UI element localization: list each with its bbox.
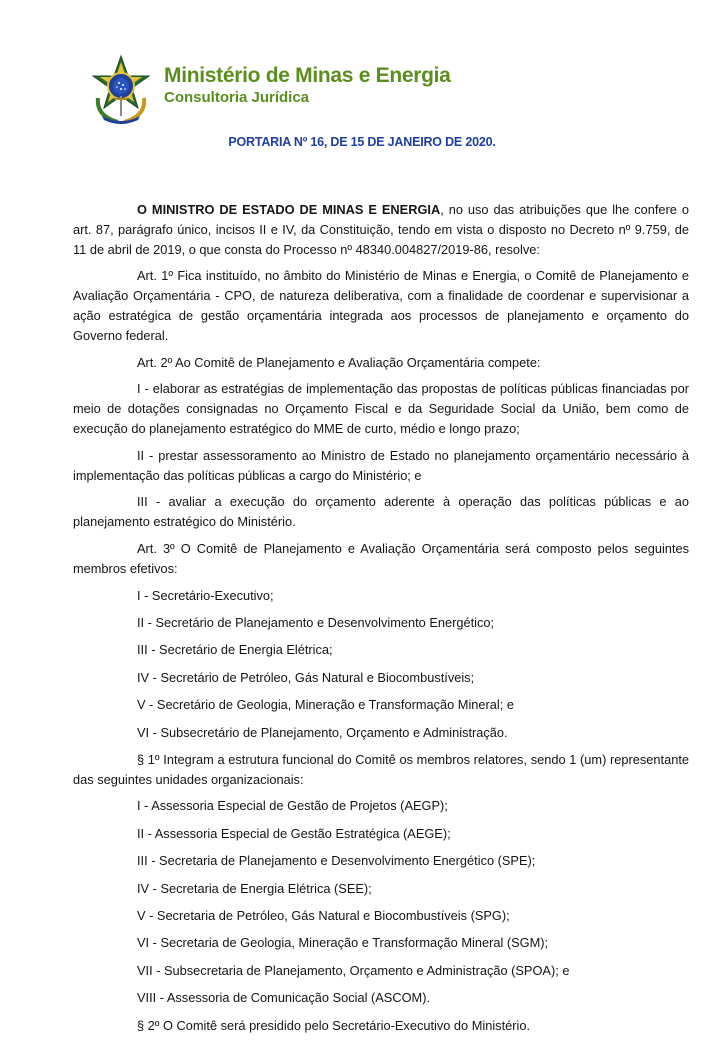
unit-item: III - Secretaria de Planejamento e Desenvolvimento Energético (SPE); bbox=[137, 853, 536, 869]
letterhead bbox=[88, 54, 688, 134]
unit-item: IV - Secretaria de Energia Elétrica (SEE); bbox=[137, 880, 372, 896]
unit-item: V - Secretaria de Petróleo, Gás Natural e Biocombustíveis (SPG); bbox=[137, 908, 510, 924]
member-item: II - Secretário de Planejamento e Desenvolvimento Energético; bbox=[137, 614, 495, 630]
article-3-caput: Art. 3º O Comitê de Planejamento e Avaliação Orçamentária será composto pelos seguintes membros efetivos: bbox=[73, 540, 689, 576]
unit-item: VIII - Assessoria de Comunicação Social (ASCOM). bbox=[137, 990, 431, 1006]
ministry-department: Consultoria Jurídica bbox=[164, 89, 310, 106]
article-2-item-ii: II - prestar assessoramento ao Ministro de Estado no planejamento orçamentário necessário à implementação das políticas públicas a cargo do Ministério; e bbox=[73, 447, 689, 483]
member-item: V - Secretário de Geologia, Mineração e Transformação Mineral; e bbox=[137, 697, 514, 713]
ministry-name: Ministério de Minas e Energia bbox=[164, 64, 451, 87]
article-2-item-i: I - elaborar as estratégias de implementação das propostas de políticas públicas financiadas por meio de dotações consignadas no Orçamento Fiscal e da Seguridade Social da União, bem como de execução do planejamento estratégico do MME de curto, médio e longo prazo; bbox=[73, 381, 689, 436]
member-item: I - Secretário-Executivo; bbox=[137, 587, 274, 603]
member-item: III - Secretário de Energia Elétrica; bbox=[137, 642, 333, 658]
preamble bbox=[73, 200, 689, 259]
unit-item: I - Assessoria Especial de Gestão de Projetos (AEGP); bbox=[137, 798, 448, 814]
article-2-item-iii: III - avaliar a execução do orçamento aderente à operação das políticas públicas e ao planejamento estratégico do Ministério. bbox=[73, 494, 689, 530]
article-3-paragraph-1: § 1º Integram a estrutura funcional do Comitê os membros relatores, sendo 1 (um) representante das seguintes unidades organizacionais: bbox=[73, 751, 689, 787]
unit-item: VII - Subsecretaria de Planejamento, Orçamento e Administração (SPOA); e bbox=[137, 962, 570, 978]
member-item: IV - Secretário de Petróleo, Gás Natural e Biocombustíveis; bbox=[137, 669, 475, 685]
article-3-paragraph-2: § 2º O Comitê será presidido pelo Secretário-Executivo do Ministério. bbox=[137, 1017, 531, 1033]
article-1: Art. 1º Fica instituído, no âmbito do Ministério de Minas e Energia, o Comitê de Planejamento e Avaliação Orçamentária - CPO, de natureza deliberativa, com a finalidade de coordenar e supervisionar a ação estratégica de gestão orçamentária integrada aos processos de planejamento e orçamento do Governo federal. bbox=[73, 268, 689, 343]
article-2-caput: Art. 2º Ao Comitê de Planejamento e Avaliação Orçamentária compete: bbox=[137, 354, 541, 370]
document-title: PORTARIA Nº 16, DE 15 DE JANEIRO DE 2020. bbox=[228, 135, 496, 149]
member-item: VI - Subsecretário de Planejamento, Orçamento e Administração. bbox=[137, 724, 508, 740]
preamble-text: , no uso das atribuições que lhe confere o art. 87, parágrafo único, incisos II e IV, da Constituição, tendo em vista o disposto no Decreto nº 9.759, de 11 de abril de 2019, o que consta do Processo nº 48340.004827/2019-86, resolve: bbox=[73, 202, 689, 257]
unit-item: VI - Secretaria de Geologia, Mineração e Transformação Mineral (SGM); bbox=[137, 935, 549, 951]
document-body bbox=[73, 200, 689, 1043]
brazil-coat-of-arms-icon bbox=[88, 54, 154, 126]
unit-item: II - Assessoria Especial de Gestão Estratégica (AEGE); bbox=[137, 825, 451, 841]
preamble-lead: O MINISTRO DE ESTADO DE MINAS E ENERGIA bbox=[137, 202, 441, 217]
